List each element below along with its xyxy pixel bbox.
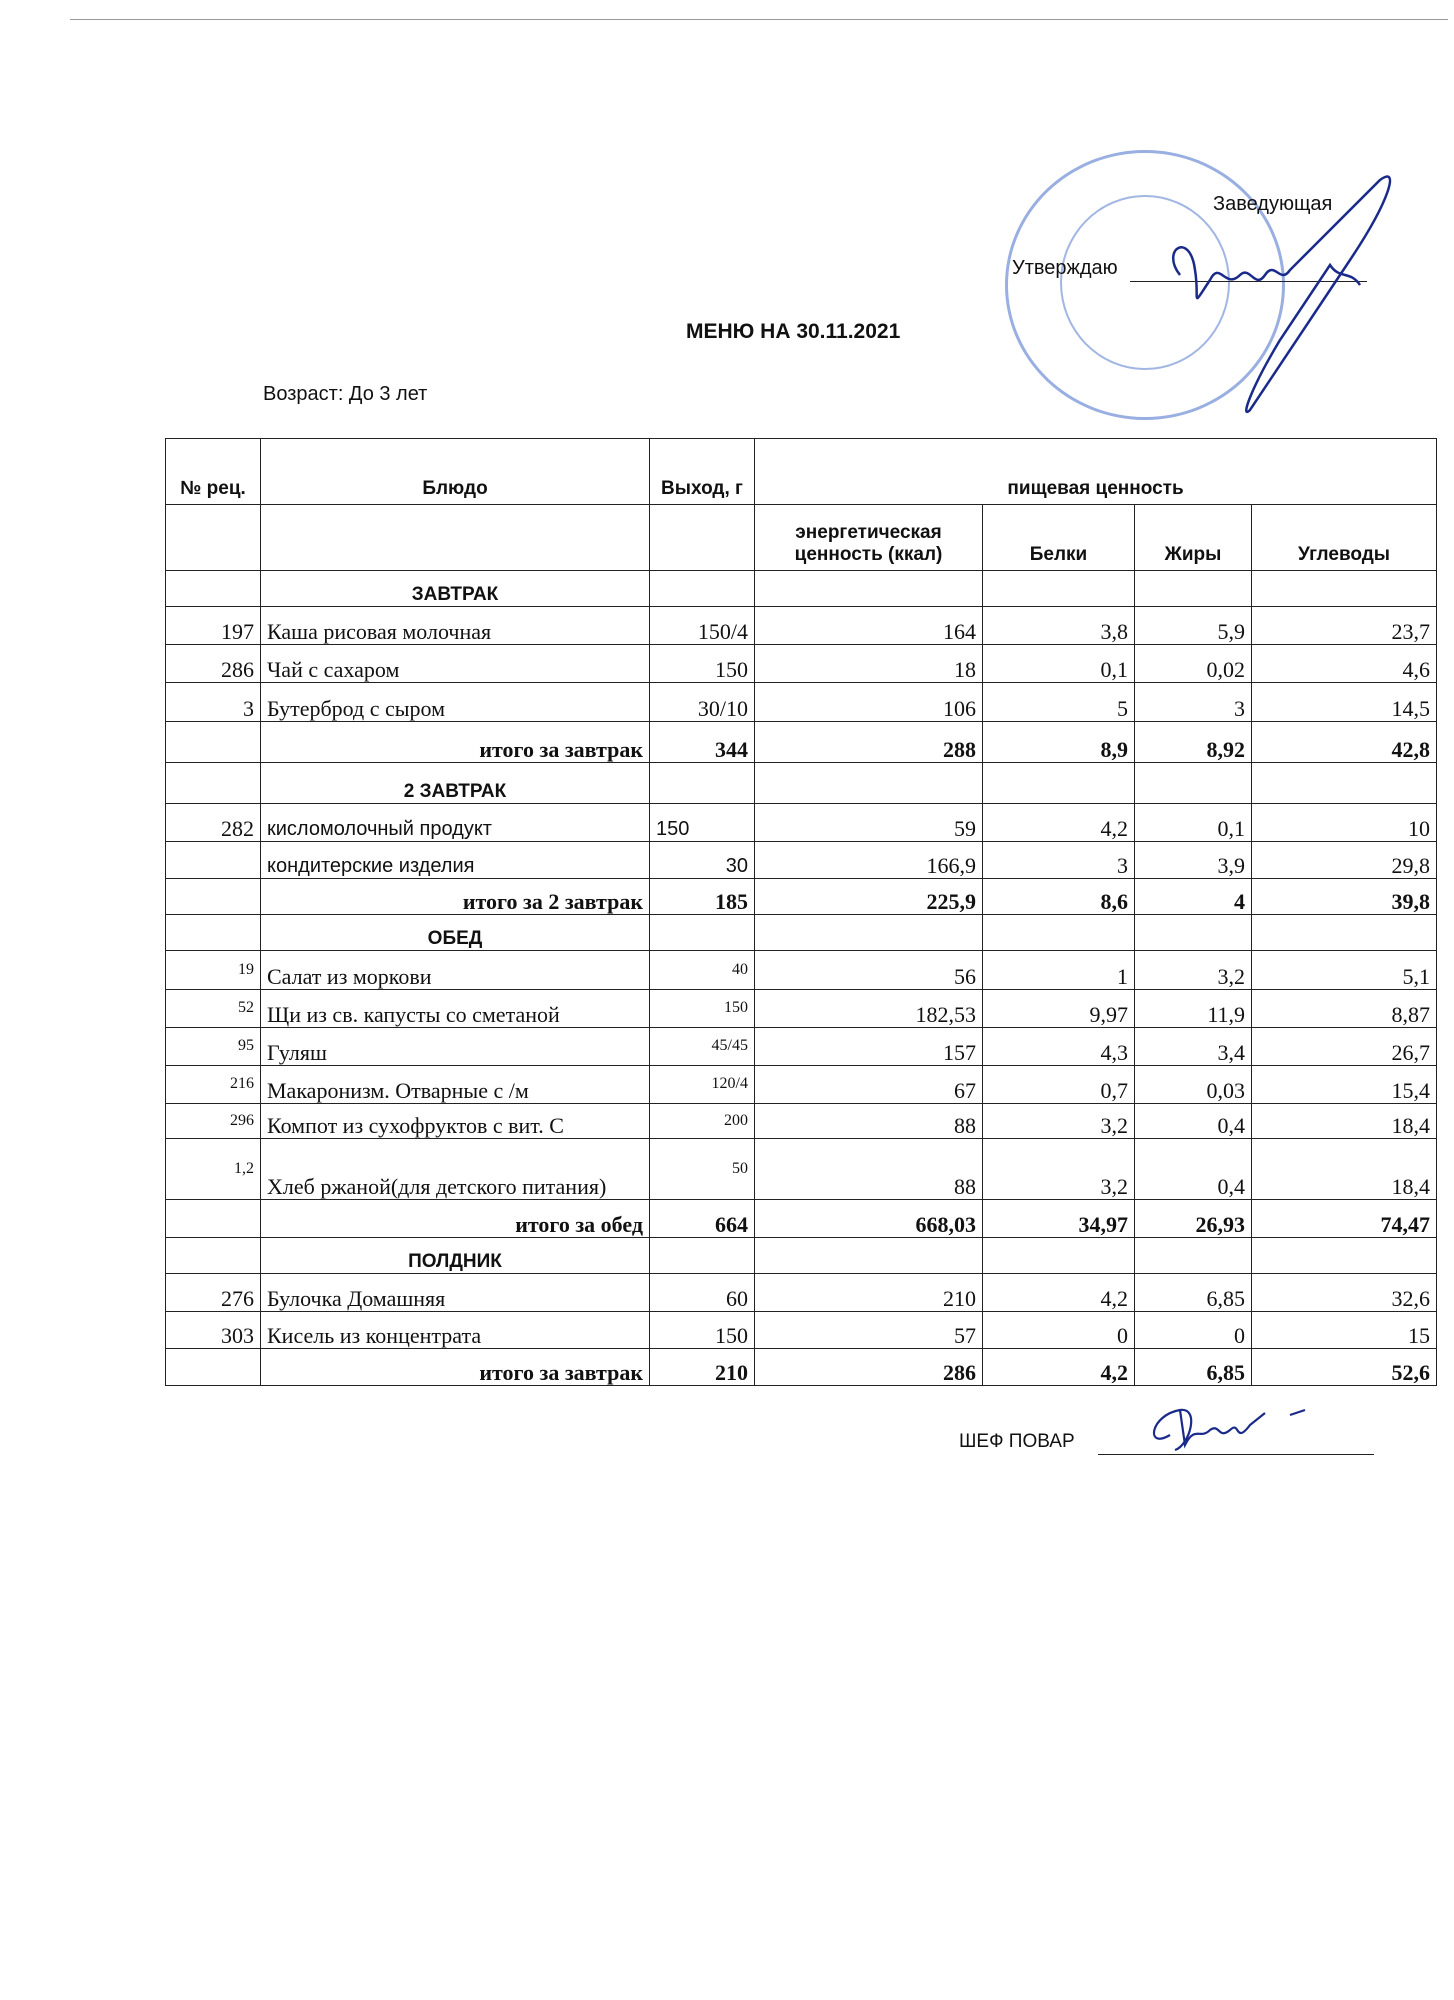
dish-name: Гуляш (261, 1028, 650, 1066)
recipe-number: 286 (166, 645, 261, 683)
dish-name: Салат из моркови (261, 951, 650, 990)
yield: 150 (650, 990, 755, 1028)
protein: 8,9 (983, 722, 1135, 763)
fat: 0,1 (1135, 804, 1252, 842)
carbs: 74,47 (1252, 1200, 1437, 1238)
section-title: 2 ЗАВТРАК (261, 763, 650, 804)
menu-table (165, 438, 1437, 1386)
total-row (166, 722, 1437, 763)
carbs: 8,87 (1252, 990, 1437, 1028)
fat: 6,85 (1135, 1274, 1252, 1312)
carbs: 39,8 (1252, 879, 1437, 915)
recipe-number: 1,2 (166, 1139, 261, 1200)
fat: 0,03 (1135, 1066, 1252, 1104)
dish-name: Кисель из концентрата (261, 1312, 650, 1349)
dish-name: Макаронизм. Отварные с /м (261, 1066, 650, 1104)
table-row (166, 804, 1437, 842)
recipe-number: 276 (166, 1274, 261, 1312)
energy: 288 (755, 722, 983, 763)
approver-position: Заведующая (1213, 193, 1333, 215)
dish-name: Каша рисовая молочная (261, 607, 650, 645)
recipe-number: 303 (166, 1312, 261, 1349)
section-row (166, 1238, 1437, 1274)
yield: 150/4 (650, 607, 755, 645)
fat: 3,9 (1135, 842, 1252, 879)
energy: 88 (755, 1139, 983, 1200)
recipe-number: 95 (166, 1028, 261, 1066)
yield: 150 (650, 1312, 755, 1349)
carbs: 29,8 (1252, 842, 1437, 879)
fat: 0,4 (1135, 1139, 1252, 1200)
carbs: 4,6 (1252, 645, 1437, 683)
energy: 164 (755, 607, 983, 645)
carbs: 42,8 (1252, 722, 1437, 763)
fat: 0,02 (1135, 645, 1252, 683)
protein: 3,2 (983, 1139, 1135, 1200)
dish-name: Хлеб ржаной(для детского питания) (261, 1139, 650, 1200)
protein: 4,2 (983, 804, 1135, 842)
recipe-number (166, 1349, 261, 1386)
chef-signature (1140, 1395, 1320, 1465)
fat: 5,9 (1135, 607, 1252, 645)
energy: 286 (755, 1349, 983, 1386)
yield: 200 (650, 1104, 755, 1139)
header-carbs: Углеводы (1252, 505, 1437, 571)
yield: 120/4 (650, 1066, 755, 1104)
page-title: МЕНЮ НА 30.11.2021 (686, 320, 901, 343)
protein: 1 (983, 951, 1135, 990)
recipe-number (166, 842, 261, 879)
age-group: Возраст: До 3 лет (263, 383, 428, 405)
yield: 60 (650, 1274, 755, 1312)
table-row (166, 1066, 1437, 1104)
carbs: 26,7 (1252, 1028, 1437, 1066)
carbs: 10 (1252, 804, 1437, 842)
fat: 6,85 (1135, 1349, 1252, 1386)
fat: 26,93 (1135, 1200, 1252, 1238)
recipe-number (166, 1200, 261, 1238)
dish-name: Щи из св. капусты со сметаной (261, 990, 650, 1028)
energy: 88 (755, 1104, 983, 1139)
total-label: итого за завтрак (261, 722, 650, 763)
table-row (166, 607, 1437, 645)
energy: 157 (755, 1028, 983, 1066)
header-energy: энергетическая ценность (ккал) (755, 505, 983, 571)
yield: 30/10 (650, 683, 755, 722)
fat: 4 (1135, 879, 1252, 915)
energy: 210 (755, 1274, 983, 1312)
energy: 18 (755, 645, 983, 683)
table-row (166, 842, 1437, 879)
yield: 40 (650, 951, 755, 990)
protein: 4,3 (983, 1028, 1135, 1066)
table-row (166, 1274, 1437, 1312)
energy: 182,53 (755, 990, 983, 1028)
recipe-number: 19 (166, 951, 261, 990)
header-num: № рец. (166, 439, 261, 505)
table-row (166, 951, 1437, 990)
section-row (166, 571, 1437, 607)
header-dish: Блюдо (261, 439, 650, 505)
section-title: ЗАВТРАК (261, 571, 650, 607)
total-row (166, 1349, 1437, 1386)
energy: 225,9 (755, 879, 983, 915)
total-label: итого за завтрак (261, 1349, 650, 1386)
recipe-number (166, 722, 261, 763)
carbs: 15,4 (1252, 1066, 1437, 1104)
protein: 9,97 (983, 990, 1135, 1028)
energy: 106 (755, 683, 983, 722)
table-row (166, 645, 1437, 683)
total-row (166, 879, 1437, 915)
protein: 3,2 (983, 1104, 1135, 1139)
protein: 4,2 (983, 1349, 1135, 1386)
recipe-number: 296 (166, 1104, 261, 1139)
table-row (166, 1028, 1437, 1066)
recipe-number: 216 (166, 1066, 261, 1104)
subheader-row (166, 505, 1437, 571)
recipe-number: 197 (166, 607, 261, 645)
fat: 11,9 (1135, 990, 1252, 1028)
scan-edge-line (70, 19, 1448, 20)
fat: 3 (1135, 683, 1252, 722)
section-title: ОБЕД (261, 915, 650, 951)
carbs: 5,1 (1252, 951, 1437, 990)
fat: 3,4 (1135, 1028, 1252, 1066)
protein: 3 (983, 842, 1135, 879)
dish-name: Чай с сахаром (261, 645, 650, 683)
energy: 67 (755, 1066, 983, 1104)
header-yield: Выход, г (650, 439, 755, 505)
recipe-number: 282 (166, 804, 261, 842)
carbs: 14,5 (1252, 683, 1437, 722)
approval-label: Утверждаю (1012, 257, 1118, 279)
yield: 210 (650, 1349, 755, 1386)
recipe-number: 3 (166, 683, 261, 722)
table-row (166, 990, 1437, 1028)
protein: 0,7 (983, 1066, 1135, 1104)
chef-label: ШЕФ ПОВАР (959, 1431, 1075, 1452)
table-row (166, 1312, 1437, 1349)
header-protein: Белки (983, 505, 1135, 571)
total-row (166, 1200, 1437, 1238)
protein: 34,97 (983, 1200, 1135, 1238)
protein: 8,6 (983, 879, 1135, 915)
yield: 45/45 (650, 1028, 755, 1066)
energy: 166,9 (755, 842, 983, 879)
recipe-number: 52 (166, 990, 261, 1028)
carbs: 52,6 (1252, 1349, 1437, 1386)
carbs: 18,4 (1252, 1139, 1437, 1200)
energy: 56 (755, 951, 983, 990)
section-row (166, 915, 1437, 951)
yield: 185 (650, 879, 755, 915)
header-fat: Жиры (1135, 505, 1252, 571)
header-row (166, 439, 1437, 505)
yield: 30 (650, 842, 755, 879)
carbs: 18,4 (1252, 1104, 1437, 1139)
fat: 8,92 (1135, 722, 1252, 763)
dish-name: Булочка Домашняя (261, 1274, 650, 1312)
section-title: ПОЛДНИК (261, 1238, 650, 1274)
yield: 50 (650, 1139, 755, 1200)
protein: 4,2 (983, 1274, 1135, 1312)
approver-signature (1150, 170, 1410, 420)
protein: 0,1 (983, 645, 1135, 683)
fat: 0,4 (1135, 1104, 1252, 1139)
yield: 664 (650, 1200, 755, 1238)
carbs: 23,7 (1252, 607, 1437, 645)
total-label: итого за обед (261, 1200, 650, 1238)
yield: 150 (650, 804, 755, 842)
energy: 668,03 (755, 1200, 983, 1238)
carbs: 15 (1252, 1312, 1437, 1349)
total-label: итого за 2 завтрак (261, 879, 650, 915)
dish-name: кисломолочный продукт (261, 804, 650, 842)
protein: 5 (983, 683, 1135, 722)
recipe-number (166, 879, 261, 915)
fat: 0 (1135, 1312, 1252, 1349)
table-row (166, 1139, 1437, 1200)
dish-name: кондитерские изделия (261, 842, 650, 879)
table-row (166, 683, 1437, 722)
dish-name: Бутерброд с сыром (261, 683, 650, 722)
header-nutrition: пищевая ценность (755, 439, 1437, 505)
energy: 59 (755, 804, 983, 842)
dish-name: Компот из сухофруктов с вит. С (261, 1104, 650, 1139)
fat: 3,2 (1135, 951, 1252, 990)
section-row (166, 763, 1437, 804)
carbs: 32,6 (1252, 1274, 1437, 1312)
table-row (166, 1104, 1437, 1139)
protein: 0 (983, 1312, 1135, 1349)
energy: 57 (755, 1312, 983, 1349)
protein: 3,8 (983, 607, 1135, 645)
yield: 344 (650, 722, 755, 763)
yield: 150 (650, 645, 755, 683)
